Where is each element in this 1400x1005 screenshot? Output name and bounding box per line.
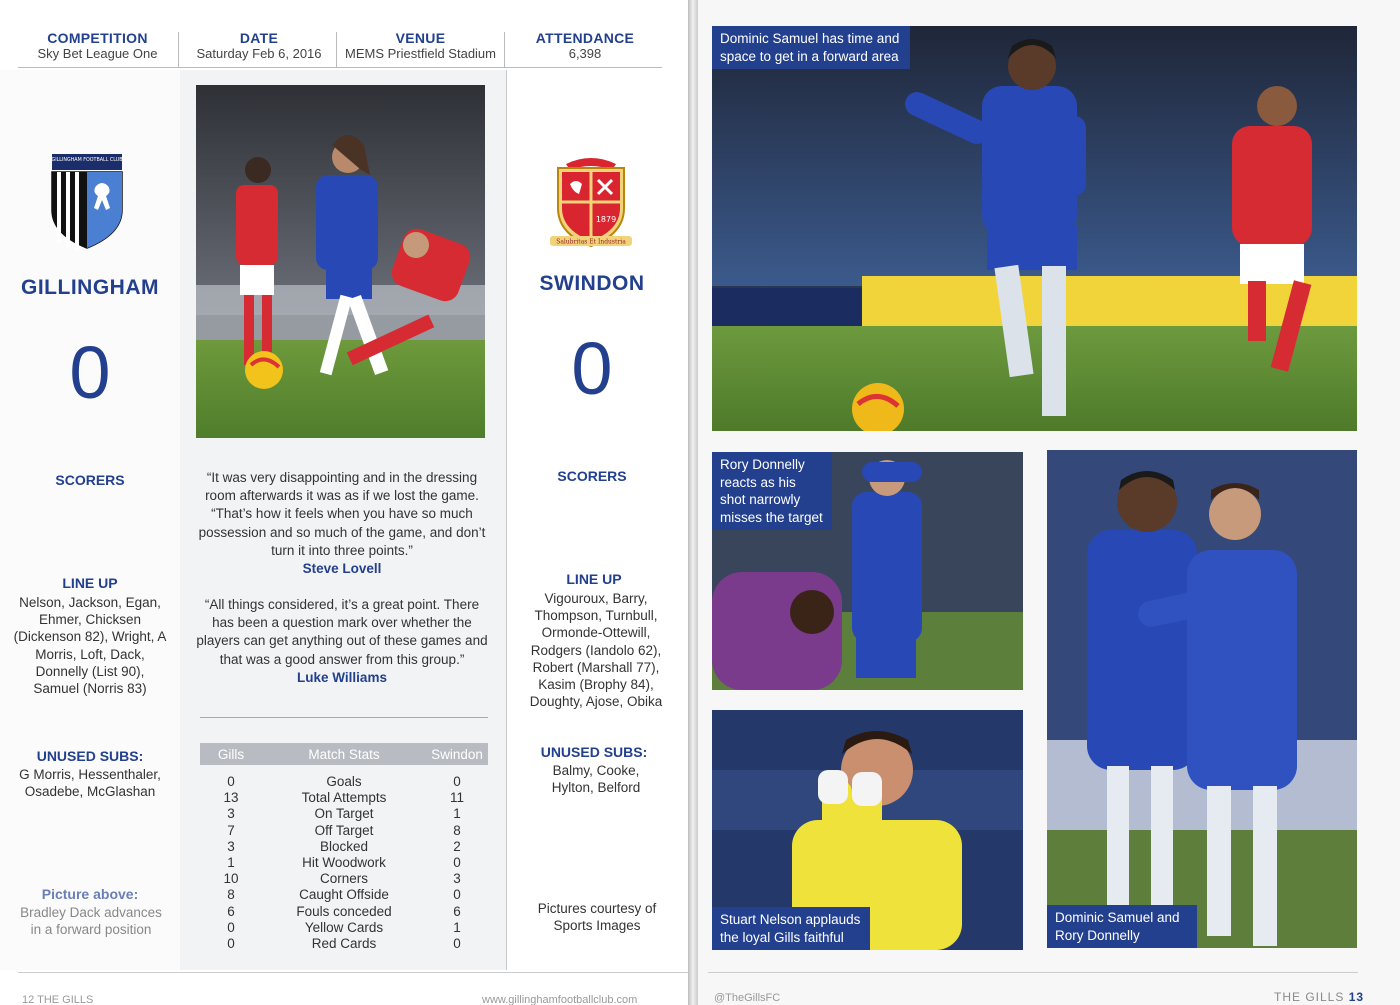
- right-footer-brand: [1274, 990, 1364, 1004]
- donnelly-reacts-photo: [712, 452, 1023, 690]
- home-lineup-label: LINE UP: [62, 575, 118, 591]
- stats-row: [200, 936, 488, 952]
- stat-name: Corners: [319, 871, 368, 887]
- competition-cell: [20, 30, 175, 61]
- crest-year: 1879: [595, 215, 617, 224]
- header-rule: [18, 67, 662, 68]
- right-footer-title: THE GILLS: [1274, 990, 1345, 1004]
- date-cell: [185, 30, 333, 61]
- stat-away-value: 0: [453, 774, 461, 789]
- date-label: DATE: [239, 30, 279, 46]
- left-page: [0, 0, 690, 1005]
- left-page-number: 12: [22, 994, 35, 1005]
- away-scorers-label: SCORERS: [557, 468, 627, 484]
- away-team-name: SWINDON: [539, 272, 645, 295]
- left-footer-brand: [22, 994, 93, 1005]
- stat-away-value: 3: [453, 871, 461, 887]
- stats-home-label: Gills: [217, 746, 245, 762]
- samuel-running-photo: [712, 26, 1357, 431]
- stat-name: Hit Woodwork: [302, 854, 386, 870]
- crest-text: GILLINGHAM FOOTBALL CLUB: [51, 158, 123, 163]
- stat-away-value: 2: [453, 838, 461, 854]
- stats-away-label: Swindon: [431, 746, 483, 762]
- home-subs: G Morris, Hessenthaler, Osadebe, McGlashan: [19, 767, 161, 800]
- stat-home-value: 13: [223, 790, 239, 806]
- stats-row: [200, 904, 488, 920]
- quote-author: Luke Williams: [297, 669, 387, 685]
- quotes-rule: [200, 717, 488, 718]
- stat-away-value: 0: [453, 935, 461, 951]
- column-divider: [506, 70, 507, 970]
- picture-above-label: Picture above:: [41, 886, 139, 902]
- attendance-value: 6,398: [568, 46, 602, 61]
- nelson-applauds-photo: [712, 710, 1023, 950]
- footer-rule: [708, 972, 1358, 973]
- away-subs-label: UNUSED SUBS:: [540, 744, 648, 760]
- away-score: 0: [571, 327, 613, 410]
- home-scorers-label: SCORERS: [55, 472, 125, 488]
- stats-row: [200, 790, 488, 806]
- stats-row: [200, 839, 488, 855]
- caption-pair: Dominic Samuel and Rory Donnelly: [1047, 905, 1197, 948]
- left-footer-title: THE GILLS: [37, 994, 94, 1005]
- swindon-crest-icon: [546, 150, 636, 250]
- stats-row: [200, 887, 488, 903]
- match-stats-body: [200, 765, 488, 952]
- match-stats-table: [200, 743, 488, 952]
- away-lineup-label: LINE UP: [566, 571, 622, 587]
- quote-author: Steve Lovell: [302, 561, 382, 577]
- home-team-name: GILLINGHAM: [21, 276, 159, 299]
- stat-home-value: 3: [227, 838, 235, 854]
- stats-row: [200, 774, 488, 790]
- stats-row: [200, 806, 488, 822]
- crest-motto: Salubritas Et Industria: [556, 238, 626, 246]
- stats-row: [200, 823, 488, 839]
- stats-row: [200, 855, 488, 871]
- twitter-handle-link[interactable]: @TheGillsFC: [714, 992, 781, 1004]
- competition-value: Sky Bet League One: [37, 46, 158, 61]
- away-subs: Balmy, Cooke, Hylton, Belford: [551, 763, 641, 796]
- pictures-courtesy: Pictures courtesy of Sports Images: [537, 901, 657, 934]
- right-page: [698, 0, 1400, 1005]
- dack-photo: [196, 85, 485, 438]
- quote-lovell: [196, 469, 488, 578]
- stat-home-value: 7: [227, 822, 235, 838]
- stat-name: Total Attempts: [301, 790, 387, 806]
- stat-away-value: 0: [453, 854, 461, 870]
- attendance-label: ATTENDANCE: [535, 30, 635, 46]
- stat-home-value: 10: [223, 871, 239, 887]
- samuel-donnelly-photo: [1047, 450, 1357, 948]
- stat-away-value: 0: [453, 887, 461, 903]
- attendance-cell: [510, 30, 660, 61]
- competition-label: COMPETITION: [47, 30, 148, 46]
- venue-label: VENUE: [395, 30, 446, 46]
- caption-main: Dominic Samuel has time and space to get in a forward area: [712, 26, 910, 69]
- stat-home-value: 8: [227, 887, 235, 903]
- quote-text: “It was very disappointing and in the dressing room afterwards it was as if we lost the game. “That’s how it feels when you have so much possession and so much of the game, and don’t turn it into three points.”: [198, 470, 486, 558]
- home-lineup: Nelson, Jackson, Egan, Ehmer, Chicksen (Dickenson 82), Wright, A Morris, Loft, Dack, Donnelly (List 90), Samuel (Norris 83): [13, 595, 167, 697]
- stat-home-value: 3: [227, 806, 235, 822]
- venue-cell: [338, 30, 503, 61]
- header-divider: [504, 32, 505, 68]
- gillingham-crest-icon: [48, 152, 126, 250]
- header-divider: [336, 32, 337, 68]
- stat-away-value: 8: [453, 822, 461, 838]
- date-value: Saturday Feb 6, 2016: [196, 46, 322, 61]
- stat-away-value: 1: [453, 919, 461, 935]
- stat-name: Goals: [326, 774, 362, 789]
- stat-away-value: 1: [453, 806, 461, 822]
- right-page-number: 13: [1348, 990, 1365, 1004]
- stat-name: Off Target: [314, 822, 374, 838]
- home-subs-label: UNUSED SUBS:: [36, 748, 144, 764]
- stat-name: Red Cards: [311, 935, 377, 951]
- venue-value: MEMS Priestfield Stadium: [345, 46, 496, 61]
- stats-row: [200, 871, 488, 887]
- stat-home-value: 0: [227, 935, 235, 951]
- away-lineup: Vigouroux, Barry, Thompson, Turnbull, Ormonde-Ottewill, Rodgers (Iandolo 62), Robert (Marshall 77), Kasim (Brophy 84), Doughty, Ajose, Obika: [529, 591, 663, 710]
- caption-nelson: Stuart Nelson applauds the loyal Gills faithful: [712, 907, 870, 950]
- picture-above-text: Bradley Dack advances in a forward position: [20, 905, 162, 938]
- stat-name: On Target: [314, 806, 374, 822]
- stats-title: Match Stats: [308, 746, 380, 762]
- stat-name: Caught Offside: [299, 887, 389, 903]
- stat-home-value: 1: [227, 854, 235, 870]
- stat-name: Yellow Cards: [304, 919, 384, 935]
- home-score: 0: [69, 331, 111, 414]
- stat-home-value: 0: [227, 774, 235, 789]
- quote-williams: [196, 596, 488, 687]
- stat-away-value: 6: [453, 903, 461, 919]
- footer-url-link[interactable]: www.gillinghamfootballclub.com: [482, 994, 638, 1005]
- stat-name: Blocked: [319, 838, 369, 854]
- match-stats-header: [200, 743, 488, 765]
- stat-home-value: 0: [227, 919, 235, 935]
- header-divider: [178, 32, 179, 68]
- stat-away-value: 11: [449, 790, 464, 806]
- stat-home-value: 6: [227, 903, 235, 919]
- stats-row: [200, 920, 488, 936]
- caption-donnelly: Rory Donnelly reacts as his shot narrowly misses the target: [712, 452, 832, 530]
- stat-name: Fouls conceded: [296, 903, 392, 919]
- quote-text: “All things considered, it’s a great point. There has been a question mark over whether the players can get anything out of these games and that was a good answer from this group.”: [196, 597, 488, 667]
- footer-rule: [18, 972, 688, 973]
